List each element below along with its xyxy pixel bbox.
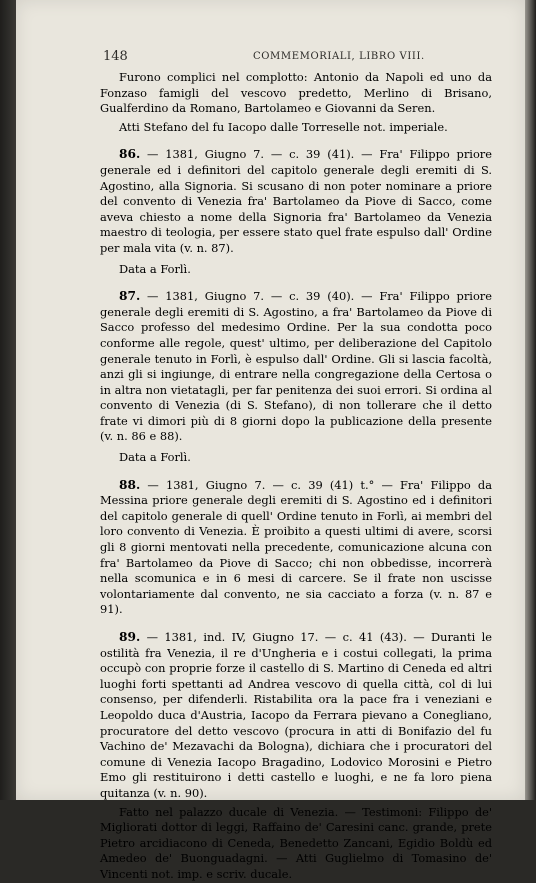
entry-number: 87. xyxy=(119,289,141,304)
page-number: 148 xyxy=(103,49,128,64)
entry-88-paragraph xyxy=(100,478,492,618)
intro-paragraph: Furono complici nel complotto: Antonio da Napoli ed uno da Fonzaso famigli del vescovo predetto, Merlino di Brisano, Gualferdino da Romano, Bartolameo e Giovanni da Seren. xyxy=(100,70,492,116)
running-head: COMMEMORIALI, LIBRO VIII. xyxy=(253,51,425,62)
entry-87 xyxy=(100,289,492,466)
entry-86 xyxy=(100,147,492,277)
entry-88 xyxy=(100,478,492,618)
entry-86-closing: Data a Forlì. xyxy=(119,261,191,276)
entry-number: 89. xyxy=(119,630,141,644)
entry-86-paragraph xyxy=(100,147,492,256)
page-header xyxy=(103,49,505,65)
entry-89 xyxy=(100,630,492,883)
entry-89-closing: Fatto nel palazzo ducale di Venezia. — Testimoni: Filippo de' Migliorati dottor di leggi, Raffaino de' Caresini canc. grande, prete Pietro arcidiacono di Ceneda, Benedetto Zancani, Egidio Boldù ed Amedeo de' Buonguadagni. — Atti Guglielmo di Tomasino de' Vincenti not. imp. e scriv. ducale. xyxy=(100,804,492,881)
entry-87-closing: Data a Forlì. xyxy=(119,450,191,465)
entry-87-paragraph xyxy=(100,289,492,445)
intro-note: Atti Stefano del fu Iacopo dalle Torreselle not. imperiale. xyxy=(119,119,448,134)
entry-number: 88. xyxy=(119,477,141,492)
scan-left-edge xyxy=(0,0,16,800)
page-body xyxy=(100,70,492,883)
entry-text: — 1381, Giugno 7. — c. 39 (41) t.° — Fra' Filippo da Messina priore generale degli eremiti di S. Agostino ed i definitori del capitolo generale di quell' Ordine tenuto in Forlì, ai membri del loro convento di Venezia. È proibito a questi ultimi di avere, scorsi gli 8 giorni mentovati nella precedente, comunicazione alcuna con fra' Bartolameo da Piove di Sacco; chi non obbedisse, incorrerà nella scomunica e in 6 mesi di carcere. Se il frate non uscisse volontariamente dal convento, ne sia cacciato a forza (v. n. 87 e 91). xyxy=(100,477,492,617)
entry-text: — 1381, ind. IV, Giugno 17. — c. 41 (43). — Duranti le ostilità fra Venezia, il re d'Ungheria e i costui collegati, la prima occupò con proprie forze il castello di S. Martino di Ceneda ed altri luoghi forti spettanti ad Andrea vescovo di quella città, col di lui consenso, per difenderli. Ristabilita ora la pace fra i veneziani e Leopoldo duca d'Austria, Iacopo da Ferrara pievano a Conegliano, procuratore del detto vescovo (procura in atti di Bonifazio del fu Vachino de' Mezavachi da Bologna), dichiara che i procuratori del comune di Venezia Iacopo Bragadino, Lodovico Morosini e Pietro Emo gli restituirono i detti castello e luoghi, e ne fa loro piena quitanza (v. n. 90). xyxy=(100,630,492,800)
scan-right-edge xyxy=(525,0,536,800)
entry-text: — 1381, Giugno 7. — c. 39 (40). — Fra' Filippo priore generale degli eremiti di S. Agostino, a fra' Bartolameo da Piove di Sacco professo del medesimo Ordine. Per la sua condotta poco conforme alle regole, quest' ultimo, per deliberazione del Capitolo generale tenuto in Forlì, è espulso dall' Ordine. Gli si lascia facoltà, anzi gli si ingiunge, di entrare nella congregazione della Certosa o in altra non vietatagli, per far penitenza dei suoi errori. Si ordina al convento di Venezia (di S. Stefano), di non tollerare che il detto frate vi dimori più di 8 giorni dopo la publicazione della presente (v. n. 86 e 88). xyxy=(100,289,492,444)
entry-text: — 1381, Giugno 7. — c. 39 (41). — Fra' Filippo priore generale ed i definitori del capitolo generale degli eremiti di S. Agostino, alla Signoria. Si scusano di non poter nominare a priore del convento di Venezia fra' Bartolameo da Piove di Sacco, come aveva chiesto a nome della Signoria fra' Bartolameo da Venezia maestro di teologia, per essere stato quel frate espulso dall' Ordine per mala vita (v. n. 87). xyxy=(100,147,492,255)
entry-number: 86. xyxy=(119,147,141,162)
entry-89-paragraph xyxy=(100,630,492,802)
